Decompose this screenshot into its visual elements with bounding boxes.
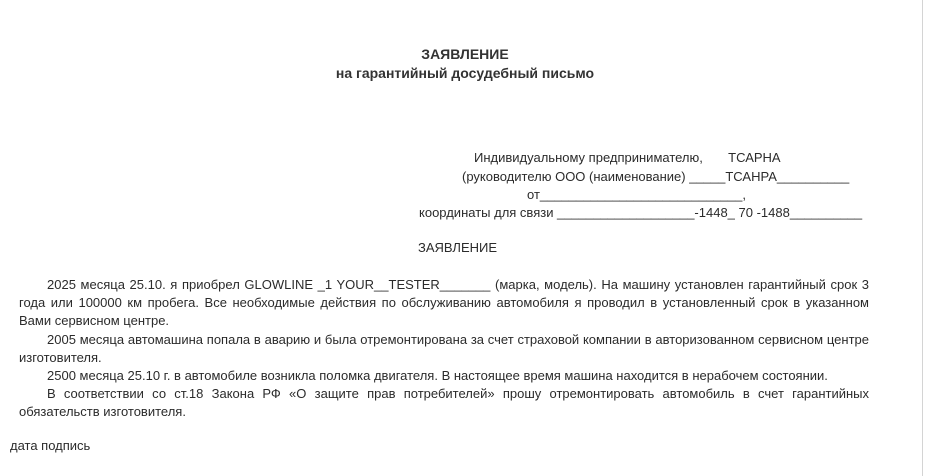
- statement-paragraph: 2025 месяца 25.10. я приобрел GLOWLINE _1 YOUR__TESTER_______ (марка, модель). На машину установлен гарантийный срок 3 года или 100000 км пробега. Все необходимые действия по обслуживанию автомобиля я проводил в установленный срок в указанном Вами сервисном центре.: [19, 277, 869, 329]
- statement-paragraph: 2005 месяца автомашина попала в аварию и была отремонтирована за счет страховой компании в авторизованном сервисном центре изготовителя.: [19, 331, 869, 365]
- statement-paragraph: 2500 месяца 25.10 г. в автомобиле возникла поломка двигателя. В настоящее время машина находится в нерабочем состоянии.: [47, 368, 828, 384]
- statement-paragraph: В соответствии со ст.18 Закона РФ «О защите прав потребителей» прошу отремонтировать автомобиль в счет гарантийных обязательств изготовителя.: [19, 386, 869, 420]
- addressee-line-1: Индивидуальному предпринимателю, ТСАРНА: [474, 150, 781, 165]
- addressee-line-4: координаты для связи ___________________-1448_ 70 -1488__________: [419, 205, 863, 220]
- statement-heading: ЗАЯВЛЕНИЕ: [418, 240, 498, 255]
- document-subtitle: на гарантийный досудебный письмо: [335, 65, 595, 81]
- statement-body: [19, 276, 869, 422]
- addressee-line-3: от____________________________,: [527, 187, 746, 202]
- document-title: ЗАЯВЛЕНИЕ: [421, 46, 509, 62]
- signature-line: дата подпись: [10, 438, 91, 453]
- addressee-line-2: (руководителю ООО (наименование) _____ТСАНРА__________: [462, 169, 850, 184]
